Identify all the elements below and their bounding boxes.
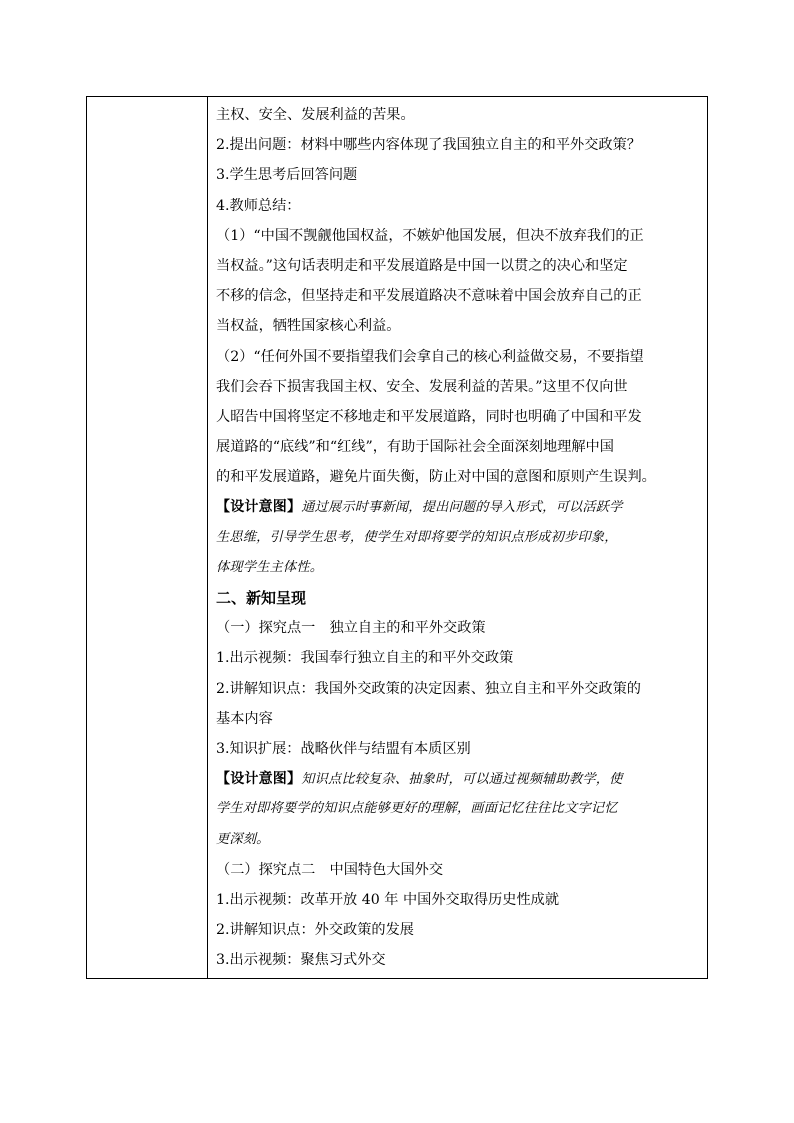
design-intent-line — [216, 764, 702, 794]
column-divider — [207, 97, 208, 978]
text-line: 4.教师总结： — [216, 197, 301, 214]
list-item: 2.讲解知识点：外交政策的发展 — [216, 922, 414, 939]
design-intent-text: 通过展示时事新闻，提出问题的导入形式，可以活跃学 — [301, 500, 623, 516]
list-item: 1.出示视频：改革开放 40 年 中国外交取得历史性成就 — [216, 891, 560, 908]
text-line: （2）“任何外国不要指望我们会拿自己的核心利益做交易，不要指望 — [216, 348, 644, 365]
text-line: 2.提出问题：材料中哪些内容体现了我国独立自主的和平外交政策？ — [216, 137, 641, 154]
design-intent-text: 知识点比较复杂、抽象时，可以通过视频辅助教学，使 — [301, 772, 623, 788]
subsection-heading: （一）探究点一 独立自主的和平外交政策 — [216, 620, 486, 637]
list-item: 2.讲解知识点：我国外交政策的决定因素、独立自主和平外交政策的 — [216, 680, 641, 697]
text-line: 展道路的“底线”和“红线”，有助于国际社会全面深刻地理解中国 — [216, 439, 614, 456]
design-intent-line — [216, 492, 702, 522]
design-intent-line: 体现学生主体性。 — [216, 559, 324, 575]
design-intent-tag: 【设计意图】 — [216, 771, 302, 788]
design-intent-line: 更深刻。 — [216, 831, 270, 847]
text-line: 主权、安全、发展利益的苦果。 — [216, 107, 415, 123]
text-line: 的和平发展道路，避免片面失衡，防止对中国的意图和原则产生误判。 — [216, 469, 656, 486]
list-item: 基本内容 — [216, 710, 273, 727]
text-line: （1）“中国不觊觎他国权益，不嫉妒他国发展，但决不放弃我们的正 — [216, 227, 644, 244]
process-cell — [216, 100, 702, 975]
design-intent-tag: 【设计意图】 — [216, 499, 302, 516]
text-line: 当权益，牺牲国家核心利益。 — [216, 318, 401, 335]
section-heading: 二、新知呈现 — [216, 589, 307, 607]
design-intent-line: 生思维，引导学生思考，使学生对即将要学的知识点形成初步印象， — [216, 529, 618, 545]
design-intent-line: 学生对即将要学的知识点能够更好的理解，画面记忆往往比文字记忆 — [216, 801, 618, 817]
list-item: 3.出示视频：聚焦习式外交 — [216, 952, 386, 969]
text-line: 当权益。”这句话表明走和平发展道路是中国一以贯之的决心和坚定 — [216, 257, 628, 274]
text-line: 不移的信念，但坚持走和平发展道路决不意味着中国会放弃自己的正 — [216, 288, 642, 305]
list-item: 1.出示视频：我国奉行独立自主的和平外交政策 — [216, 650, 514, 667]
text-line: 3.学生思考后回答问题 — [216, 167, 358, 184]
subsection-heading: （二）探究点二 中国特色大国外交 — [216, 861, 444, 878]
text-line: 我们会吞下损害我国主权、安全、发展利益的苦果。”这里不仅向世 — [216, 378, 628, 395]
lesson-table — [86, 96, 708, 979]
text-line: 人昭告中国将坚定不移地走和平发展道路，同时也明确了中国和平发 — [216, 408, 642, 425]
list-item: 3.知识扩展：战略伙伴与结盟有本质区别 — [216, 740, 471, 757]
